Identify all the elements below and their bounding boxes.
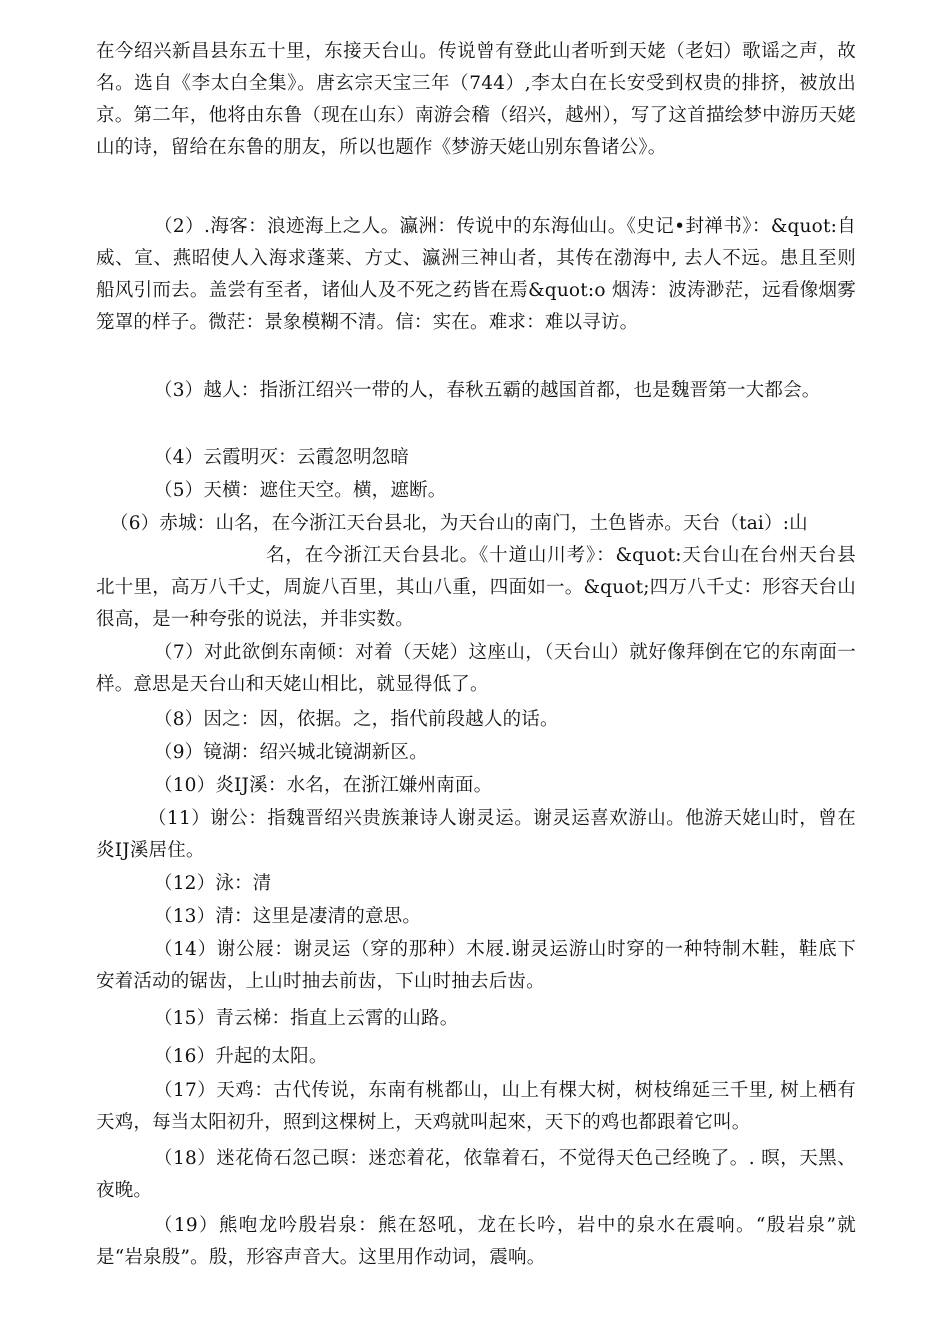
note-19: （19）熊咆龙吟殷岩泉：熊在怒吼，龙在长吟，岩中的泉水在震响。“殷岩泉”就是“岩泉殷”。殷，形容声音大。这里用作动词，震响。	[96, 1215, 856, 1268]
note-2: （2）.海客：浪迹海上之人。瀛洲：传说中的东海仙山。《史记•封禅书》：&quot:自威、宣、燕昭使人入海求蓬莱、方丈、瀛洲三神山者，其传在渤海中, 去人不远。患且至则船风引而去。盖尝有至者，诸仙人及不死之药皆在焉&quot:o 烟涛：波涛渺茫，远看像烟雾笼罩的样子。微茫：景象模糊不清。信：实在。难求：难以寻访。	[96, 216, 856, 333]
note-14: （14）谢公屐：谢灵运（穿的那种）木屐.谢灵运游山时穿的一种特制木鞋，鞋底下安着活动的锯齿，上山时抽去前齿，下山时抽去后齿。	[96, 939, 856, 992]
note-11: （11）谢公：指魏晋绍兴贵族兼诗人谢灵运。谢灵运喜欢游山。他游天姥山时，曾在炎IJ溪居住。	[96, 808, 856, 861]
note-16: （16）升起的太阳。	[154, 1046, 328, 1067]
note-12: （12）泳：清	[154, 873, 272, 894]
note-5: （5）天横：遮住天空。横，遮断。	[154, 480, 447, 501]
note-9: （9）镜湖：绍兴城北镜湖新区。	[154, 742, 428, 763]
note-6-head: （6）赤城：山名，在今浙江天台县北，为天台山的南门，土色皆赤。天台（tai）:山	[110, 513, 808, 534]
note-13: （13）清：这里是凄清的意思。	[154, 906, 422, 927]
note-17: （17）天鸡：古代传说，东南有桃都山，山上有棵大树，树枝绵延三千里, 树上栖有天鸡，每当太阳初升，照到这棵树上，天鸡就叫起來，天下的鸡也都跟着它叫。	[96, 1080, 856, 1133]
note-10: （10）炎IJ溪：水名，在浙江嫌州南面。	[154, 775, 493, 796]
note-4: （4）云霞明灭：云霞忽明忽暗	[154, 447, 410, 468]
note-6	[96, 508, 856, 636]
note-8: （8）因之：因，依据。之，指代前段越人的话。	[154, 709, 559, 730]
intro-paragraph: 在今绍兴新昌县东五十里，东接天台山。传说曾有登此山者听到天姥（老妇）歌谣之声，故名。选自《李太白全集》。唐玄宗天宝三年（744）,李太白在长安受到权贵的排挤，被放出京。第二年，他将由东鲁（现在山东）南游会稽（绍兴，越州），写了这首描绘梦中游历天姥山的诗，留给在东鲁的朋友，所以也题作《梦游天姥山别东鲁诸公》。	[96, 41, 856, 158]
note-3: （3）越人：指浙江绍兴一带的人，春秋五霸的越国首都，也是魏晋第一大都会。	[154, 380, 821, 401]
note-18: （18）迷花倚石忽己暝：迷恋着花，依靠着石，不觉得天色己经晚了。. 暝，天黑、夜晚。	[96, 1148, 856, 1201]
note-7: （7）对此欲倒东南倾：对着（天姥）这座山，（天台山）就好像拜倒在它的东南面一样。意思是天台山和天姥山相比，就显得低了。	[96, 642, 856, 695]
note-15: （15）青云梯：指直上云霄的山路。	[154, 1008, 459, 1029]
note-6-body: 名，在今浙江天台县北。《十道山川考》：&quot:天台山在台州天台县北十里，高万八千丈，周旋八百里，其山八重，四面如一。&quot;四万八千丈：形容天台山很高，是一种夸张的说法，并非实数。	[96, 545, 856, 630]
